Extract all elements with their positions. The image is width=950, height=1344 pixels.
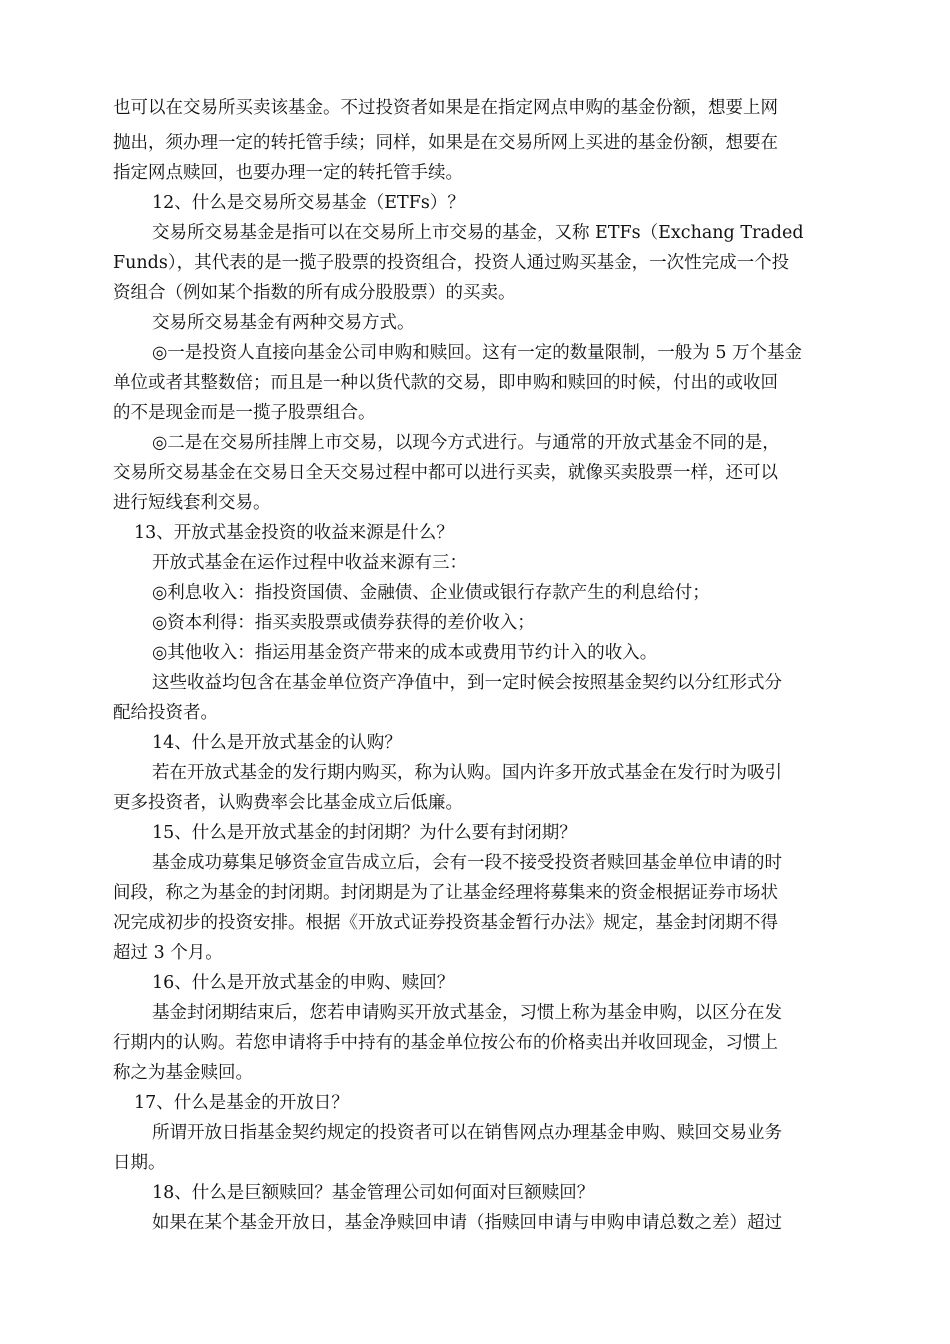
paragraph-line: 日期。 [113,1153,166,1173]
paragraph-line: 配给投资者。 [113,703,218,723]
section-heading: 15、什么是开放式基金的封闭期？为什么要有封闭期？ [152,823,577,843]
paragraph-line: 若在开放式基金的发行期内购买，称为认购。国内许多开放式基金在发行时为吸引 [152,763,782,783]
paragraph-line: 如果在某个基金开放日，基金净赎回申请（指赎回申请与申购申请总数之差）超过 [152,1213,782,1233]
paragraph-line: 资组合（例如某个指数的所有成分股股票）的买卖。 [113,283,516,303]
paragraph-line: 开放式基金在运作过程中收益来源有三： [152,553,467,573]
paragraph-line: 进行短线套利交易。 [113,493,271,513]
paragraph-line: 单位或者其整数倍；而且是一种以货代款的交易，即申购和赎回的时候，付出的或收回 [113,373,778,393]
paragraph-line: 交易所交易基金在交易日全天交易过程中都可以进行买卖，就像买卖股票一样，还可以 [113,463,778,483]
section-heading: 13、开放式基金投资的收益来源是什么？ [134,523,454,543]
section-heading: 12、什么是交易所交易基金（ETFs）？ [152,193,465,213]
paragraph-line: ◎二是在交易所挂牌上市交易，以现今方式进行。与通常的开放式基金不同的是， [152,433,780,453]
paragraph-line: 抛出，须办理一定的转托管手续；同样，如果是在交易所网上买进的基金份额，想要在 [113,133,778,153]
paragraph-line: 行期内的认购。若您申请将手中持有的基金单位按公布的价格卖出并收回现金，习惯上 [113,1033,778,1053]
paragraph-line: 交易所交易基金是指可以在交易所上市交易的基金，又称 ETFs（Exchang Traded [152,223,804,243]
paragraph-line: 也可以在交易所买卖该基金。不过投资者如果是在指定网点申购的基金份额，想要上网 [113,98,778,118]
paragraph-line: 交易所交易基金有两种交易方式。 [152,313,415,333]
paragraph-line: 称之为基金赎回。 [113,1063,253,1083]
list-item: ◎利息收入：指投资国债、金融债、企业债或银行存款产生的利息给付； [152,583,710,603]
paragraph-line: 这些收益均包含在基金单位资产净值中，到一定时候会按照基金契约以分红形式分 [152,673,782,693]
paragraph-line: 间段，称之为基金的封闭期。封闭期是为了让基金经理将募集来的资金根据证券市场状 [113,883,778,903]
paragraph-line: 基金成功募集足够资金宣告成立后，会有一段不接受投资者赎回基金单位申请的时 [152,853,782,873]
paragraph-line: Funds），其代表的是一揽子股票的投资组合，投资人通过购买基金，一次性完成一个投 [113,253,790,273]
paragraph-line: 的不是现金而是一揽子股票组合。 [113,403,376,423]
paragraph-line: 指定网点赎回，也要办理一定的转托管手续。 [113,163,463,183]
paragraph-line: 超过 3 个月。 [113,943,223,963]
paragraph-line: 况完成初步的投资安排。根据《开放式证券投资基金暂行办法》规定，基金封闭期不得 [113,913,778,933]
section-heading: 16、什么是开放式基金的申购、赎回？ [152,973,455,993]
paragraph-line: 更多投资者，认购费率会比基金成立后低廉。 [113,793,463,813]
section-heading: 17、什么是基金的开放日？ [134,1093,349,1113]
paragraph-line: 基金封闭期结束后，您若申请购买开放式基金，习惯上称为基金申购，以区分在发 [152,1003,782,1023]
list-item: ◎其他收入：指运用基金资产带来的成本或费用节约计入的收入。 [152,643,658,663]
list-item: ◎资本利得：指买卖股票或债券获得的差价收入； [152,613,535,633]
section-heading: 18、什么是巨额赎回？基金管理公司如何面对巨额赎回？ [152,1183,595,1203]
paragraph-line: 所谓开放日指基金契约规定的投资者可以在销售网点办理基金申购、赎回交易业务 [152,1123,782,1143]
paragraph-line: ◎一是投资人直接向基金公司申购和赎回。这有一定的数量限制，一般为 5 万个基金 [152,343,803,363]
section-heading: 14、什么是开放式基金的认购？ [152,733,402,753]
